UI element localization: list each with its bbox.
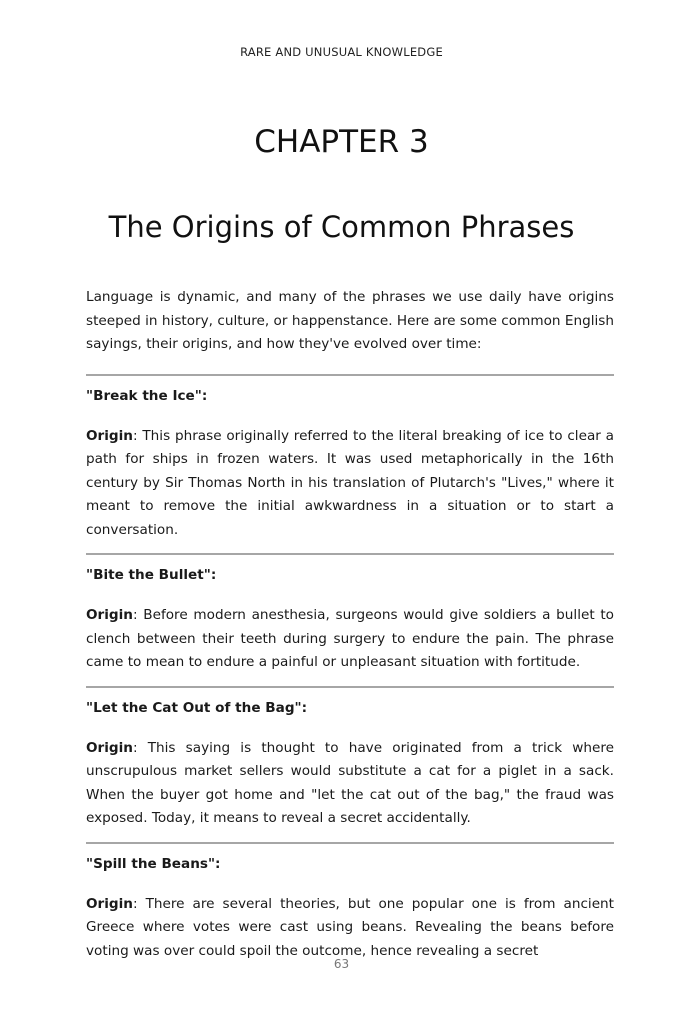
phrase-heading: "Bite the Bullet": [86, 567, 217, 583]
phrase-heading: "Let the Cat Out of the Bag": [86, 699, 308, 716]
phrase-heading: "Break the Ice": [86, 387, 208, 404]
chapter-title: The Origins of Common Phrases [108, 210, 575, 244]
phrase-heading: "Spill the Beans": [86, 855, 221, 872]
phrase-entry [86, 854, 614, 964]
phrase-entry [86, 565, 614, 675]
running-header: RARE AND UNUSUAL KNOWLEDGE [240, 45, 443, 59]
intro-paragraph: Language is dynamic, and many of the phrases we use daily have origins steeped in history, culture, or happenstance. Here are some common English sayings, their origins, and how they've evolved over time: [86, 289, 614, 352]
chapter-number: CHAPTER 3 [254, 124, 429, 160]
origin-paragraph [86, 604, 614, 675]
origin-paragraph [86, 425, 614, 543]
origin-text: : Before modern anesthesia, surgeons would give soldiers a bullet to clench between their teeth during surgery to endure the pain. The phrase came to mean to endure a painful or unpleasant situation with fortitude. [86, 607, 614, 670]
section-divider [86, 374, 614, 376]
origin-label: Origin [86, 739, 133, 756]
origin-label: Origin [86, 607, 133, 623]
page-number: 63 [333, 957, 350, 971]
section-divider [86, 686, 614, 688]
origin-paragraph [86, 737, 614, 831]
origin-paragraph [86, 893, 614, 964]
origin-label: Origin [86, 427, 133, 444]
origin-text: : There are several theories, but one popular one is from ancient Greece where votes were cast using beans. Revealing the beans before voting was over could spoil the outcome, hence revealing a secret [86, 895, 614, 959]
origin-text: : This saying is thought to have originated from a trick where unscrupulous market sellers would substitute a cat for a piglet in a sack. When the buyer got home and "let the cat out of the bag," the fraud was exposed. Today, it means to reveal a secret accidentally. [86, 739, 614, 826]
origin-label: Origin [86, 895, 133, 912]
chapter-body [86, 286, 614, 974]
section-divider [86, 842, 614, 844]
section-divider [86, 553, 614, 555]
phrase-entry [86, 698, 614, 831]
origin-text: : This phrase originally referred to the literal breaking of ice to clear a path for ships in frozen waters. It was used metaphorically in the 16th century by Sir Thomas North in his translation of Plutarch's "Lives," where it meant to remove the initial awkwardness in a situation or to start a conversation. [86, 427, 614, 538]
phrase-entry [86, 386, 614, 543]
